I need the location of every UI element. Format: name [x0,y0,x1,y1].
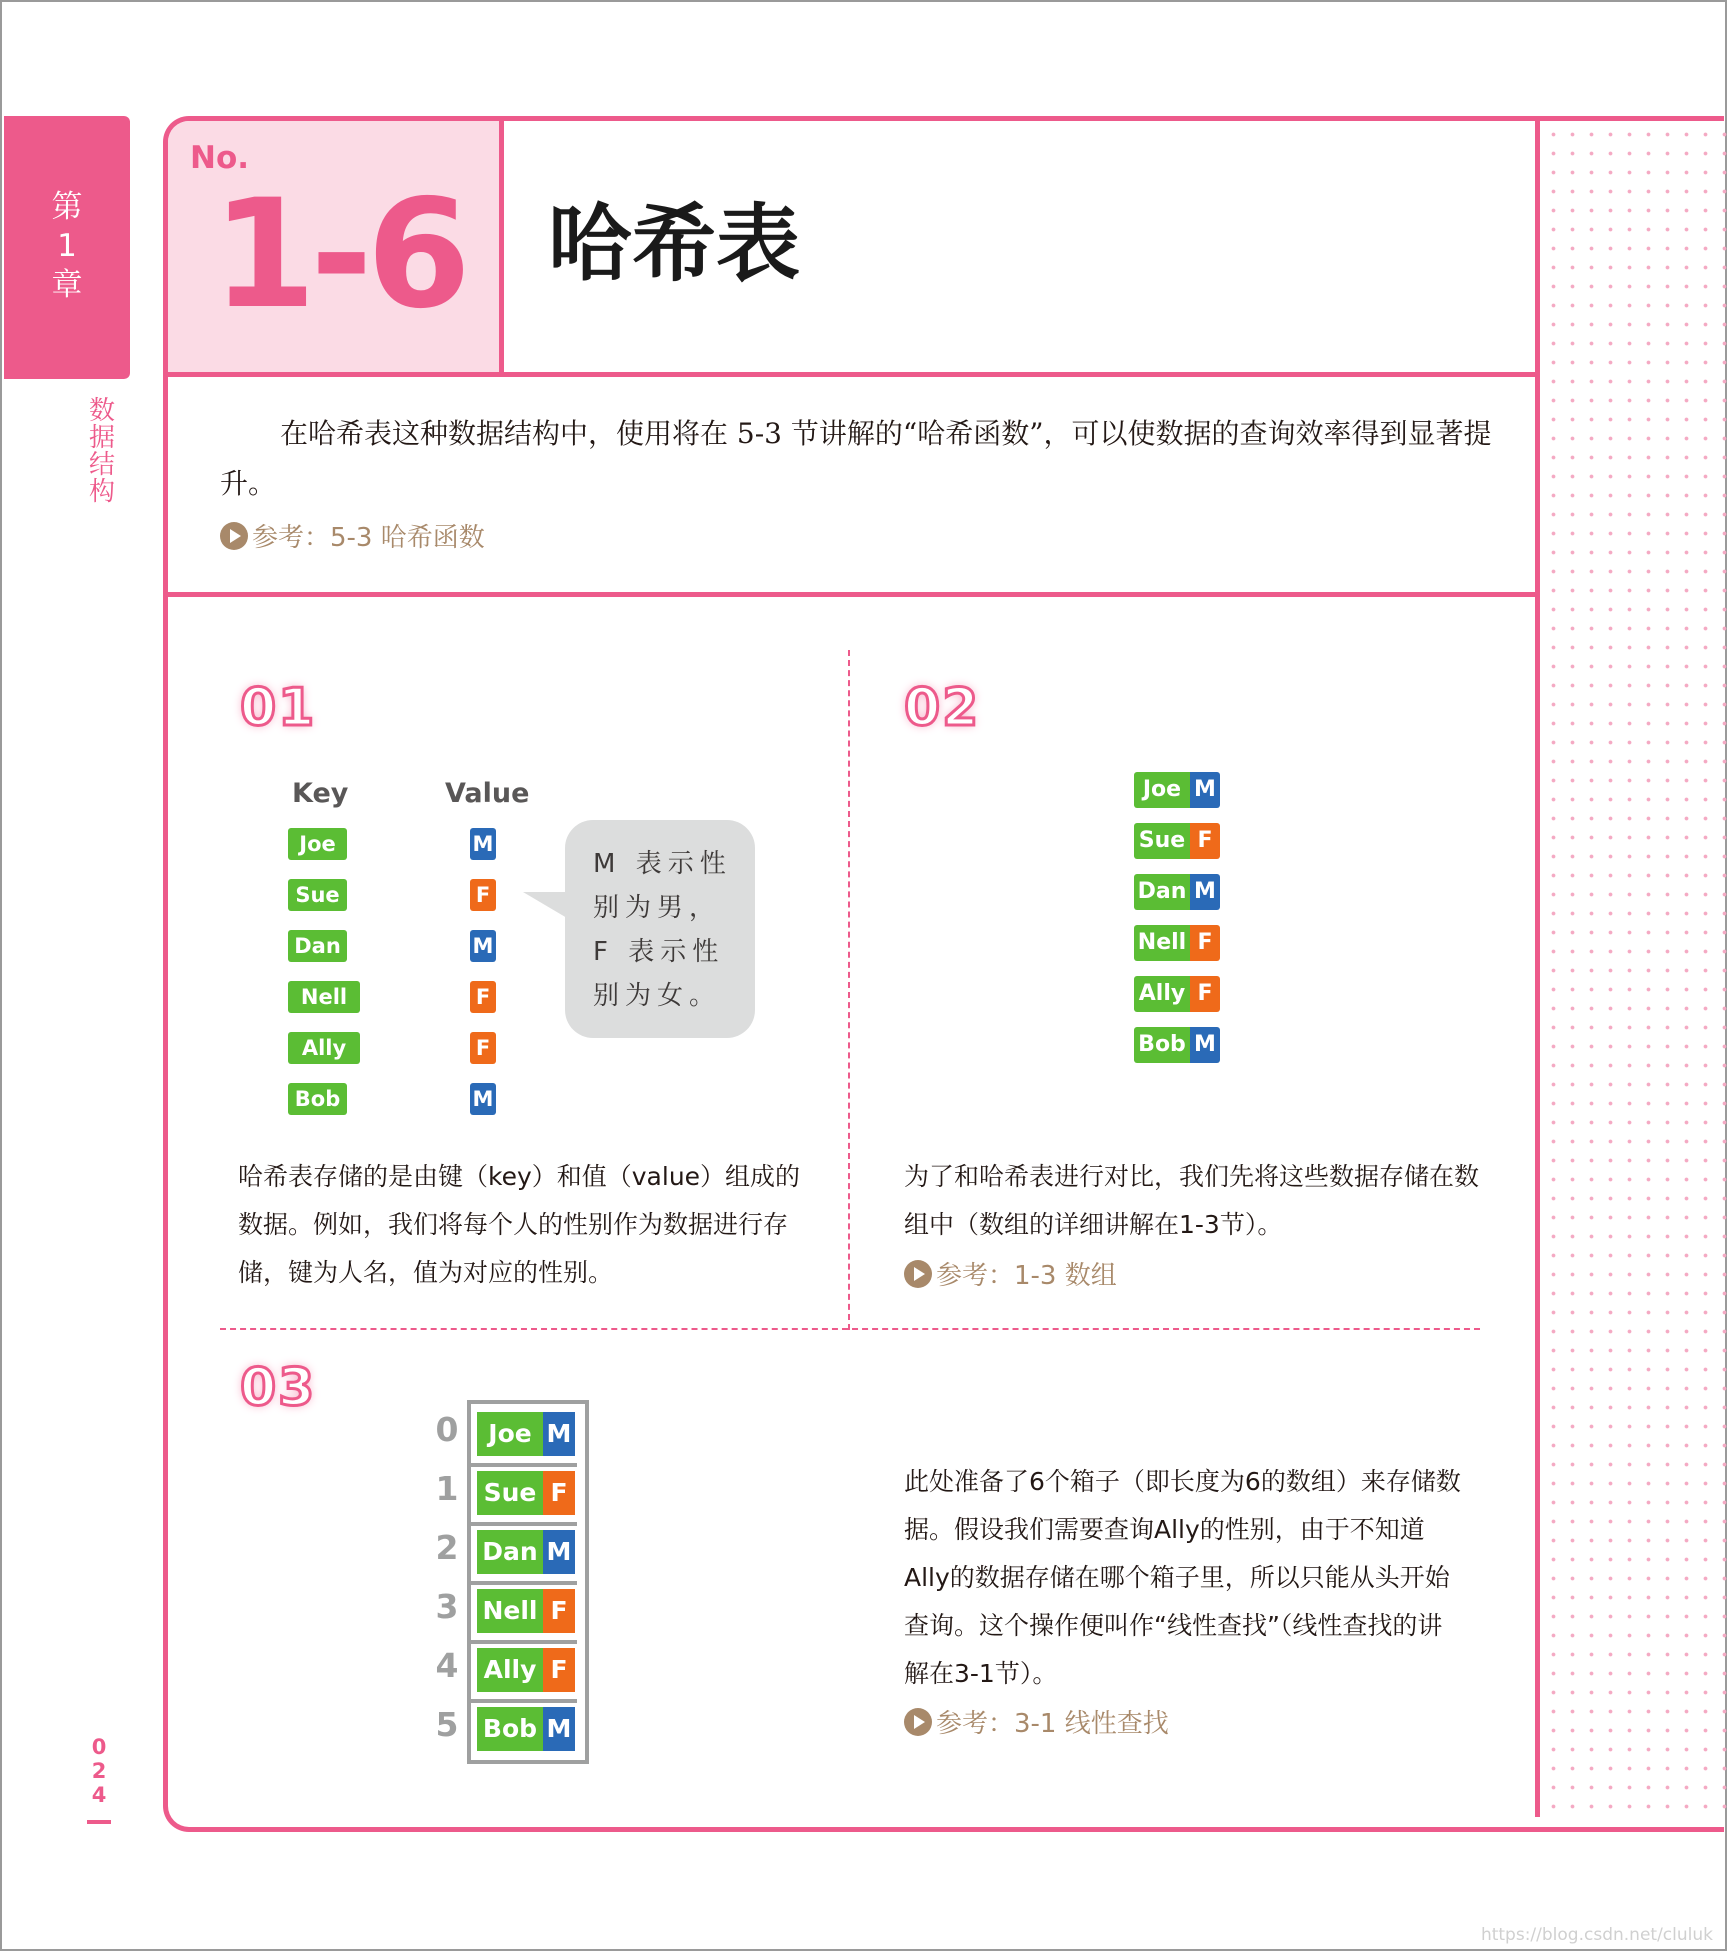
dotted-side-panel [1535,121,1727,1817]
array-separator [471,1463,577,1467]
value-column-header: Value [445,778,530,809]
key-chip: Ally [288,1032,360,1064]
section-number: 1-6 [212,168,465,342]
array-cell-key: Sue [477,1471,543,1515]
pair-key: Dan [1134,874,1190,910]
array-cell-value: F [543,1589,575,1633]
value-chip: F [470,981,496,1013]
array-cell [477,1589,575,1633]
pair-value: F [1190,925,1220,961]
header-divider [499,121,504,373]
intro-reference-text: 参考：5-3 哈希函数 [252,523,485,553]
intro-bottom-rule [168,592,1535,597]
key-chip: Sue [288,879,347,911]
bubble-text: M 表示性别为男，F 表示性别为女。 [593,849,732,1011]
array-index: 0 [435,1410,459,1449]
page-title: 哈希表 [548,195,801,293]
array-cell [477,1648,575,1692]
step2-description: 为了和哈希表进行对比，我们先将这些数据存储在数组中（数组的详细讲解在1-3节）。 [904,1162,1480,1239]
chapter-tab [4,116,130,379]
pair-key: Sue [1134,823,1190,859]
array-cell [477,1707,575,1751]
data-pair [1134,772,1220,808]
pair-value: M [1190,1027,1220,1063]
array-index: 5 [435,1705,459,1744]
data-pair [1134,976,1220,1012]
header-bottom-rule [168,372,1535,377]
array-index: 4 [435,1646,459,1685]
intro-reference-link[interactable] [220,517,485,554]
watermark: https://blog.csdn.net/cluluk [1480,1925,1713,1945]
step-number-01: 01 [240,678,317,738]
key-chip: Nell [288,981,360,1013]
array-index: 3 [435,1587,459,1626]
array-cell-value: F [543,1648,575,1692]
array-separator [471,1640,577,1644]
array-cell [477,1412,575,1456]
key-chip: Bob [288,1083,347,1115]
chapter-name: 数 据 结 构 [88,396,115,507]
array-cell-value: M [543,1412,575,1456]
array-cell-key: Dan [477,1530,543,1574]
pair-value: M [1190,772,1220,808]
pair-value: F [1190,823,1220,859]
pair-value: M [1190,874,1220,910]
speech-bubble [565,820,755,1038]
array-cell-key: Ally [477,1648,543,1692]
array-box [467,1400,589,1764]
step-number-02: 02 [904,678,981,738]
page-number-bar [87,1820,111,1824]
array-separator [471,1699,577,1703]
array-separator [471,1581,577,1585]
intro-text: 在哈希表这种数据结构中，使用将在 5-3 节讲解的“哈希函数”，可以使数据的查询效率得到显著提升。 [220,417,1492,500]
play-arrow-icon [904,1260,932,1288]
play-arrow-icon [904,1708,932,1736]
data-pair [1134,925,1220,961]
value-chip: F [470,879,496,911]
pair-key: Nell [1134,925,1190,961]
chapter-label: 第 1 章 [51,189,83,303]
data-pair [1134,874,1220,910]
pair-key: Bob [1134,1027,1190,1063]
array-cell-key: Joe [477,1412,543,1456]
step3-description: 此处准备了6个箱子（即长度为6的数组）来存储数据。假设我们需要查询Ally的性别，由于不知道Ally的数据存储在哪个箱子里，所以只能从头开始查询。这个操作便叫作“线性查找”（线性查找的讲解在3-1节）。 [904,1467,1461,1688]
pair-value: F [1190,976,1220,1012]
step2-reference-link[interactable] [904,1255,1117,1292]
play-arrow-icon [220,522,248,550]
array-cell [477,1530,575,1574]
page-number: 0 2 4 [91,1735,107,1807]
array-index: 2 [435,1528,459,1567]
step1-description: 哈希表存储的是由键（key）和值（value）组成的数据。例如，我们将每个人的性别作为数据进行存储，键为人名，值为对应的性别。 [238,1162,801,1287]
key-column-header: Key [292,778,349,809]
value-chip: M [470,1083,496,1115]
pair-key: Ally [1134,976,1190,1012]
value-chip: M [470,828,496,860]
step-number-03: 03 [240,1358,317,1418]
vertical-dashed-divider [848,650,850,1330]
step2-reference-text: 参考：1-3 数组 [936,1261,1117,1291]
horizontal-dashed-divider [220,1328,1480,1330]
value-chip: M [470,930,496,962]
array-cell-key: Nell [477,1589,543,1633]
array-cell-value: M [543,1530,575,1574]
no-label: No. [190,140,250,176]
array-index: 1 [435,1469,459,1508]
value-chip: F [470,1032,496,1064]
step3-reference-text: 参考：3-1 线性查找 [936,1709,1169,1739]
key-chip: Joe [288,828,347,860]
key-chip: Dan [288,930,347,962]
data-pair [1134,823,1220,859]
array-cell [477,1471,575,1515]
array-cell-value: M [543,1707,575,1751]
step3-reference-link[interactable] [904,1703,1169,1740]
data-pair [1134,1027,1220,1063]
pair-key: Joe [1134,772,1190,808]
array-cell-value: F [543,1471,575,1515]
array-separator [471,1522,577,1526]
array-cell-key: Bob [477,1707,543,1751]
